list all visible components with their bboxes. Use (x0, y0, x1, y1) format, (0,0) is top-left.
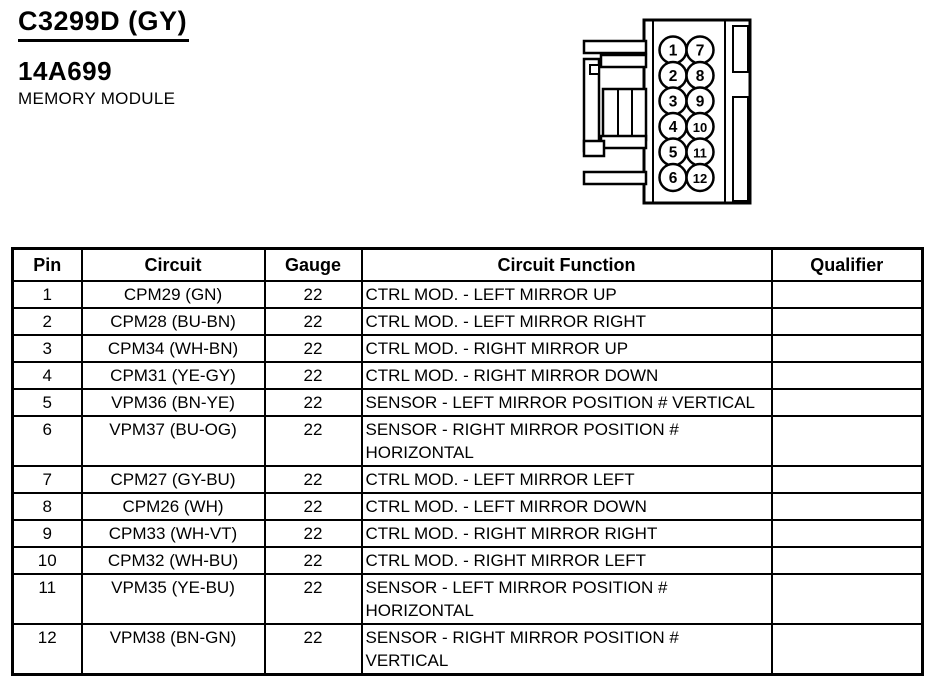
function-cell (362, 308, 772, 335)
function-cell (362, 389, 772, 416)
connector-id-text: C3299D (GY) (18, 6, 189, 42)
pin-cell: 6 (13, 416, 82, 466)
function-line: HORIZONTAL (365, 443, 474, 462)
table-row (13, 416, 923, 466)
latch-lower-inner-bar (601, 136, 646, 148)
gauge-cell: 22 (265, 308, 362, 335)
pin-cell: 10 (13, 547, 82, 574)
table-row (13, 520, 923, 547)
pin-label: 4 (668, 119, 678, 136)
pin-cell: 5 (13, 389, 82, 416)
circuit-cell: CPM27 (GY-BU) (82, 466, 265, 493)
function-line: CTRL MOD. - RIGHT MIRROR RIGHT (365, 524, 658, 543)
function-line: CTRL MOD. - RIGHT MIRROR DOWN (365, 366, 659, 385)
qualifier-cell (772, 624, 923, 675)
table-row (13, 493, 923, 520)
pinout-table (11, 247, 924, 676)
pin-label: 1 (668, 42, 678, 60)
table-header-row (13, 249, 923, 282)
connector-id-title (18, 6, 189, 42)
gauge-cell: 22 (265, 466, 362, 493)
circuit-cell: CPM33 (WH-VT) (82, 520, 265, 547)
function-line: SENSOR - RIGHT MIRROR POSITION # (365, 628, 679, 647)
qualifier-cell (772, 466, 923, 493)
circuit-cell: VPM36 (BN-YE) (82, 389, 265, 416)
table-row (13, 281, 923, 308)
qualifier-cell (772, 547, 923, 574)
pin-label: 8 (695, 68, 705, 85)
pin-label: 5 (668, 144, 678, 162)
table-row (13, 335, 923, 362)
table-row (13, 547, 923, 574)
latch-arm-foot (584, 141, 604, 156)
table-row (13, 466, 923, 493)
column-header-function: Circuit Function (362, 249, 772, 282)
circuit-cell: VPM38 (BN-GN) (82, 624, 265, 675)
latch-bottom-bar (584, 172, 646, 184)
connector-diagram (545, 5, 760, 210)
pin-label: 7 (695, 42, 705, 60)
qualifier-cell (772, 416, 923, 466)
pin-cell: 7 (13, 466, 82, 493)
gauge-cell: 22 (265, 389, 362, 416)
pin-cell: 8 (13, 493, 82, 520)
pin-label: 12 (692, 171, 708, 186)
pin-cell: 2 (13, 308, 82, 335)
function-line: SENSOR - RIGHT MIRROR POSITION # (365, 420, 679, 439)
pin-cell: 12 (13, 624, 82, 675)
function-line: CTRL MOD. - LEFT MIRROR LEFT (365, 470, 635, 489)
qualifier-cell (772, 281, 923, 308)
qualifier-cell (772, 493, 923, 520)
function-cell (362, 624, 772, 675)
qualifier-cell (772, 362, 923, 389)
function-line: CTRL MOD. - LEFT MIRROR DOWN (365, 497, 647, 516)
table-row (13, 624, 923, 675)
function-cell (362, 493, 772, 520)
pin-label: 2 (668, 68, 678, 85)
pin-label: 3 (668, 93, 678, 111)
circuit-cell: CPM29 (GN) (82, 281, 265, 308)
column-header-circuit: Circuit (82, 249, 265, 282)
function-cell (362, 335, 772, 362)
gauge-cell: 22 (265, 362, 362, 389)
pin-cell: 3 (13, 335, 82, 362)
function-cell (362, 281, 772, 308)
gauge-cell: 22 (265, 281, 362, 308)
circuit-cell: CPM26 (WH) (82, 493, 265, 520)
gauge-cell: 22 (265, 547, 362, 574)
latch-arm-notch (590, 65, 599, 74)
gauge-cell: 22 (265, 493, 362, 520)
qualifier-cell (772, 335, 923, 362)
function-cell (362, 416, 772, 466)
qualifier-cell (772, 574, 923, 624)
table-row (13, 389, 923, 416)
column-header-pin: Pin (13, 249, 82, 282)
table-row (13, 362, 923, 389)
function-line: VERTICAL (365, 651, 449, 670)
circuit-cell: VPM35 (YE-BU) (82, 574, 265, 624)
qualifier-cell (772, 389, 923, 416)
circuit-cell: CPM34 (WH-BN) (82, 335, 265, 362)
function-line: CTRL MOD. - RIGHT MIRROR UP (365, 339, 629, 358)
function-cell (362, 574, 772, 624)
pin-label: 6 (668, 170, 678, 187)
circuit-cell: CPM28 (BU-BN) (82, 308, 265, 335)
latch-upper-inner-bar (601, 55, 646, 67)
function-cell (362, 362, 772, 389)
table-row (13, 574, 923, 624)
pinout-table-body (13, 281, 923, 675)
pin-cell: 9 (13, 520, 82, 547)
pin-label: 10 (692, 120, 708, 135)
gauge-cell: 22 (265, 520, 362, 547)
function-line: CTRL MOD. - LEFT MIRROR UP (365, 285, 617, 304)
gauge-cell: 22 (265, 416, 362, 466)
gauge-cell: 22 (265, 574, 362, 624)
function-line: SENSOR - LEFT MIRROR POSITION # VERTICAL (365, 393, 755, 412)
column-header-qualifier: Qualifier (772, 249, 923, 282)
pin-label: 11 (693, 145, 707, 161)
latch-top-bar (584, 41, 646, 53)
component-name: MEMORY MODULE (18, 89, 176, 108)
qualifier-cell (772, 308, 923, 335)
pin-cell: 4 (13, 362, 82, 389)
function-cell (362, 547, 772, 574)
function-line: SENSOR - LEFT MIRROR POSITION # (365, 578, 668, 597)
latch-hinge-block (603, 89, 646, 140)
function-line: CTRL MOD. - LEFT MIRROR RIGHT (365, 312, 646, 331)
pin-cell: 1 (13, 281, 82, 308)
gauge-cell: 22 (265, 624, 362, 675)
circuit-cell: CPM32 (WH-BU) (82, 547, 265, 574)
qualifier-cell (772, 520, 923, 547)
pin-label: 9 (695, 93, 705, 111)
function-line: HORIZONTAL (365, 601, 474, 620)
function-cell (362, 466, 772, 493)
pin-cell: 11 (13, 574, 82, 624)
column-header-gauge: Gauge (265, 249, 362, 282)
gauge-cell: 22 (265, 335, 362, 362)
table-row (13, 308, 923, 335)
circuit-cell: VPM37 (BU-OG) (82, 416, 265, 466)
part-number: 14A699 (18, 56, 113, 86)
circuit-cell: CPM31 (YE-GY) (82, 362, 265, 389)
function-cell (362, 520, 772, 547)
function-line: CTRL MOD. - RIGHT MIRROR LEFT (365, 551, 646, 570)
